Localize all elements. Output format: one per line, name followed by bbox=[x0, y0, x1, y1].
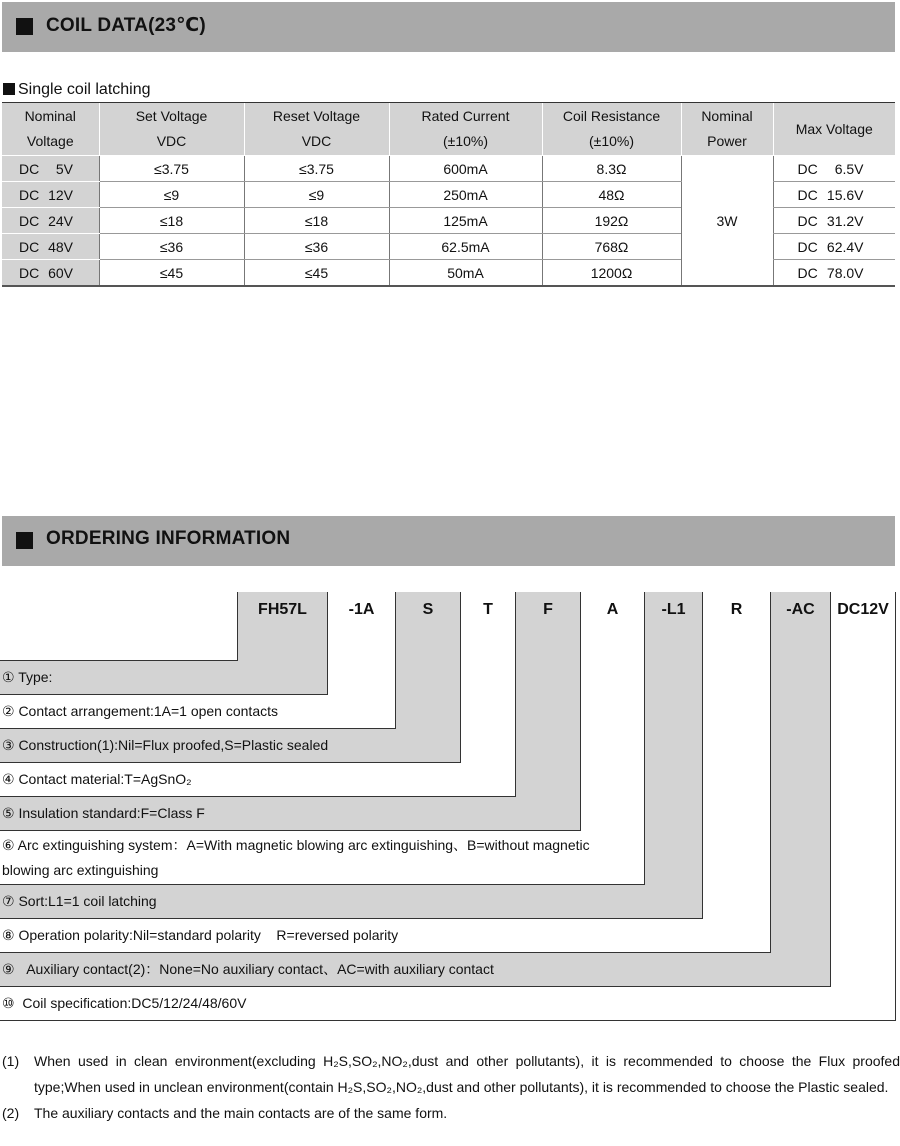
code-coil-spec: DC12V bbox=[837, 601, 889, 618]
connector-line bbox=[0, 918, 703, 919]
connector-line bbox=[0, 1020, 896, 1021]
square-bullet-icon bbox=[3, 83, 15, 95]
code-construction: S bbox=[396, 592, 460, 630]
header-set-voltage: Set Voltage VDC bbox=[99, 103, 244, 156]
code-stripe-auxiliary bbox=[771, 592, 830, 986]
cell-set-voltage: ≤18 bbox=[99, 208, 244, 234]
cell-nominal-voltage: DC 24V bbox=[2, 208, 99, 234]
header-nominal-voltage: Nominal Voltage bbox=[2, 103, 99, 156]
connector-line bbox=[0, 884, 645, 885]
connector-line bbox=[830, 592, 831, 986]
cell-reset-voltage: ≤3.75 bbox=[244, 156, 389, 182]
ordering-item-coil-spec: ⑩ Coil specification:DC5/12/24/48/60V bbox=[2, 995, 247, 1011]
connector-line bbox=[0, 660, 238, 661]
cell-coil-resistance: 192Ω bbox=[542, 208, 681, 234]
ordering-item-polarity: ⑧ Operation polarity:Nil=standard polarity R=reversed polarity bbox=[2, 927, 399, 943]
cell-coil-resistance: 768Ω bbox=[542, 234, 681, 260]
connector-line bbox=[702, 592, 703, 918]
header-reset-voltage: Reset Voltage VDC bbox=[244, 103, 389, 156]
ordering-item-contact-arrangement: ② Contact arrangement:1A=1 open contacts bbox=[2, 703, 278, 719]
code-auxiliary: -AC bbox=[771, 592, 830, 630]
ordering-item-type: ① Type: bbox=[2, 669, 53, 685]
table-header-row bbox=[2, 103, 895, 156]
cell-rated-current: 125mA bbox=[389, 208, 542, 234]
cell-nominal-power: 3W bbox=[681, 156, 773, 287]
cell-rated-current: 600mA bbox=[389, 156, 542, 182]
connector-line bbox=[0, 762, 461, 763]
cell-reset-voltage: ≤36 bbox=[244, 234, 389, 260]
cell-reset-voltage: ≤18 bbox=[244, 208, 389, 234]
cell-rated-current: 250mA bbox=[389, 182, 542, 208]
connector-line bbox=[0, 728, 396, 729]
note-item bbox=[2, 1100, 900, 1126]
cell-set-voltage: ≤36 bbox=[99, 234, 244, 260]
note-text: The auxiliary contacts and the main contacts are of the same form. bbox=[34, 1105, 448, 1121]
ordering-info-section-header bbox=[2, 516, 895, 566]
cell-coil-resistance: 48Ω bbox=[542, 182, 681, 208]
cell-max-voltage: DC 31.2V bbox=[773, 208, 895, 234]
code-contact-arrangement: -1A bbox=[348, 601, 375, 618]
code-polarity: R bbox=[730, 601, 743, 618]
cell-reset-voltage: ≤45 bbox=[244, 260, 389, 287]
note-text: When used in clean environment(excluding H₂S,SO₂,NO₂,dust and other pollutants), it is recommended to choose the Flux proofed type;When used in unclean environment(contain H₂S,SO₂,NO₂,dust and other pollutants), it is recommended to choose the Plastic sealed. bbox=[34, 1053, 900, 1095]
cell-nominal-voltage: DC 60V bbox=[2, 260, 99, 287]
coil-subtitle bbox=[3, 81, 151, 99]
square-bullet-icon bbox=[16, 18, 33, 35]
cell-reset-voltage: ≤9 bbox=[244, 182, 389, 208]
cell-coil-resistance: 1200Ω bbox=[542, 260, 681, 287]
table-row bbox=[2, 156, 895, 182]
cell-set-voltage: ≤45 bbox=[99, 260, 244, 287]
header-coil-resistance: Coil Resistance (±10%) bbox=[542, 103, 681, 156]
connector-line bbox=[0, 694, 328, 695]
cell-max-voltage: DC 15.6V bbox=[773, 182, 895, 208]
cell-nominal-voltage: DC 12V bbox=[2, 182, 99, 208]
cell-set-voltage: ≤9 bbox=[99, 182, 244, 208]
coil-subtitle-text: Single coil latching bbox=[18, 81, 151, 98]
cell-nominal-voltage: DC 48V bbox=[2, 234, 99, 260]
coil-data-table bbox=[2, 102, 895, 287]
code-sort: -L1 bbox=[645, 592, 702, 630]
note-item bbox=[2, 1048, 900, 1100]
cell-set-voltage: ≤3.75 bbox=[99, 156, 244, 182]
ordering-item-contact-material: ④ Contact material:T=AgSnO₂ bbox=[2, 771, 192, 787]
code-contact-material: T bbox=[483, 601, 493, 618]
header-nominal-power: Nominal Power bbox=[681, 103, 773, 156]
notes bbox=[2, 1048, 900, 1126]
ordering-item-arc-extinguishing: ⑥ Arc extinguishing system：A=With magnetic blowing arc extinguishing、B=without magnetic bbox=[2, 837, 590, 853]
ordering-item-insulation: ⑤ Insulation standard:F=Class F bbox=[2, 805, 205, 821]
ordering-item-arc-extinguishing-cont: blowing arc extinguishing bbox=[2, 862, 159, 878]
connector-line bbox=[0, 952, 771, 953]
connector-line bbox=[644, 592, 645, 884]
connector-line bbox=[895, 592, 896, 1020]
header-rated-current: Rated Current (±10%) bbox=[389, 103, 542, 156]
note-number: (1) bbox=[2, 1053, 20, 1069]
cell-coil-resistance: 8.3Ω bbox=[542, 156, 681, 182]
cell-max-voltage: DC 62.4V bbox=[773, 234, 895, 260]
coil-data-section-header bbox=[2, 2, 895, 52]
ordering-item-sort: ⑦ Sort:L1=1 coil latching bbox=[2, 893, 157, 909]
connector-line bbox=[770, 592, 771, 952]
connector-line bbox=[0, 986, 831, 987]
ordering-info-title: ORDERING INFORMATION bbox=[46, 528, 291, 549]
ordering-item-construction: ③ Construction(1):Nil=Flux proofed,S=Plastic sealed bbox=[2, 737, 329, 753]
square-bullet-icon bbox=[16, 532, 33, 549]
cell-rated-current: 62.5mA bbox=[389, 234, 542, 260]
cell-max-voltage: DC 78.0V bbox=[773, 260, 895, 287]
header-max-voltage: Max Voltage bbox=[773, 103, 895, 156]
coil-data-title: COIL DATA(23℃) bbox=[46, 15, 206, 36]
connector-line bbox=[0, 796, 516, 797]
code-type: FH57L bbox=[238, 592, 327, 630]
note-number: (2) bbox=[2, 1105, 20, 1121]
connector-line bbox=[0, 830, 581, 831]
cell-rated-current: 50mA bbox=[389, 260, 542, 287]
cell-max-voltage: DC 6.5V bbox=[773, 156, 895, 182]
code-insulation: F bbox=[516, 592, 580, 630]
code-arc-extinguishing: A bbox=[606, 601, 619, 618]
ordering-item-auxiliary: ⑨ Auxiliary contact(2)：None=No auxiliary contact、AC=with auxiliary contact bbox=[2, 961, 494, 977]
code-stripe-sort bbox=[645, 592, 702, 918]
cell-nominal-voltage: DC 5V bbox=[2, 156, 99, 182]
